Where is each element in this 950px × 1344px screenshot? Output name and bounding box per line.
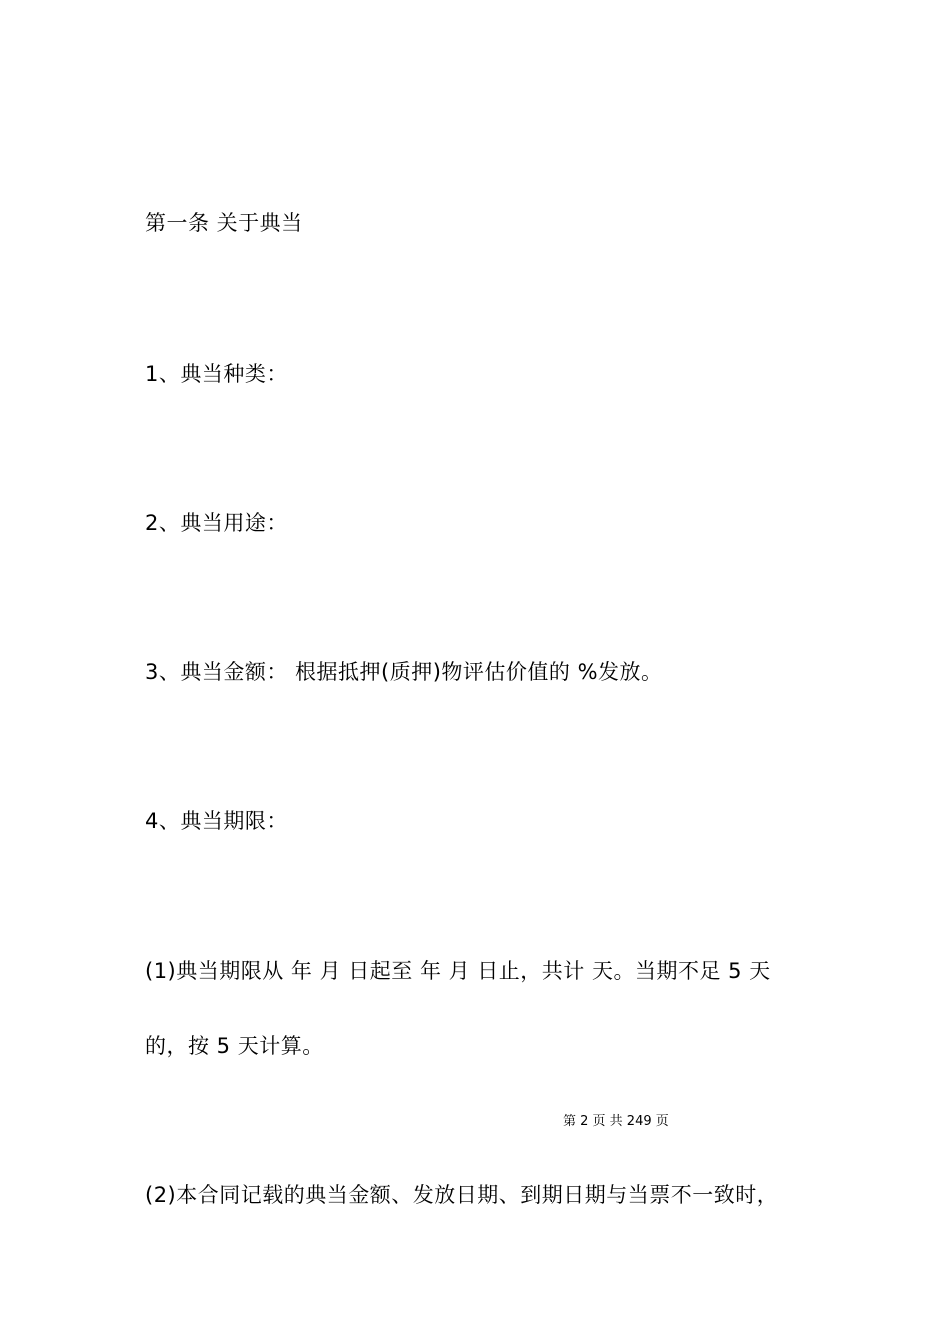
item-pawn-term: 4、典当期限： [145, 809, 288, 833]
page-number-footer: 第 2 页 共 249 页 [563, 1114, 669, 1129]
sub-item-term-period: (1)典当期限从 年 月 日起至 年 月 日止，共计 天。当期不足 5 天 [145, 959, 771, 983]
item-pawn-purpose: 2、典当用途： [145, 511, 288, 535]
sub-item-discrepancy: (2)本合同记载的典当金额、发放日期、到期日期与当票不一致时， [145, 1183, 779, 1207]
sub-item-term-period-continued: 的，按 5 天计算。 [145, 1034, 324, 1058]
section-title: 第一条 关于典当 [145, 211, 303, 235]
item-pawn-amount: 3、典当金额： 根据抵押(质押)物评估价值的 %发放。 [145, 660, 663, 684]
item-pawn-type: 1、典当种类： [145, 362, 288, 386]
